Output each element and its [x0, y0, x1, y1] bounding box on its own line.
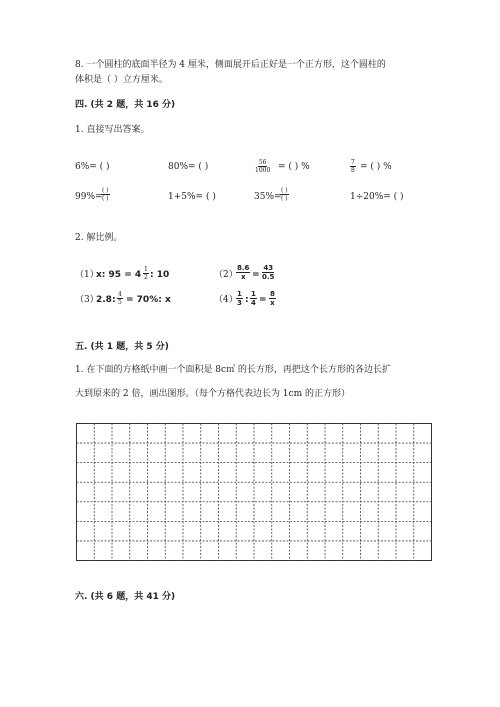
fraction-7-8 [350, 159, 356, 174]
equals-sign: = [259, 295, 267, 305]
fraction-8-6-x [236, 264, 250, 281]
fraction-43-0-5 [262, 264, 274, 281]
ratio-colon: : [245, 295, 249, 305]
fraction-denominator: 5 [118, 299, 122, 306]
q8-line1: 8. 一个圆柱的底面半径为 4 厘米，侧面展开后正好是一个正方形，这个圆柱的 [75, 60, 386, 70]
section5-q1-line1: 1. 在下面的方格纸中画一个面积是 8c㎡ 的长方形，再把这个长方形的各边长扩 [75, 365, 391, 375]
equation-3-right: = 70%: x [126, 295, 171, 305]
fraction-denominator: 2 [144, 274, 148, 281]
fraction-numerator: 8 [270, 290, 275, 298]
calc-99-percent: 99%= [75, 192, 103, 202]
fraction-denominator: 0.5 [262, 273, 275, 281]
section4-q2-title: 2. 解比例。 [75, 233, 123, 243]
fraction-denominator: 8 [351, 167, 355, 174]
fraction-denominator: x [270, 299, 275, 307]
section4-q1-title: 1. 直接写出答案。 [75, 125, 150, 135]
fraction-numerator: ( ) [281, 187, 288, 194]
fraction-numerator: 8.6 [237, 264, 250, 272]
fraction-1-3 [236, 290, 243, 307]
equation-2-label: （2） [214, 270, 238, 280]
section5-q1-line2: 大到原来的 2 倍，画出图形。（每个方格代表边长为 1cm 的正方形） [75, 389, 350, 399]
section6-heading: 六. (共 6 题，共 41 分) [75, 592, 176, 602]
section5-heading: 五. (共 1 题，共 5 分) [75, 342, 169, 352]
fraction-numerator: 56 [258, 159, 267, 166]
fraction-denominator: 3 [237, 299, 242, 307]
q8-line2: 体积是（ ）立方厘米。 [75, 75, 168, 85]
equals-sign: = [252, 270, 260, 280]
fraction-numerator: 7 [351, 159, 355, 166]
blank-fraction [280, 187, 289, 202]
fraction-1-4 [250, 290, 257, 307]
square-grid-paper[interactable] [76, 423, 432, 561]
fraction-numerator: 1 [144, 266, 148, 273]
calc-6-percent: 6%= ( ) [75, 162, 110, 172]
fraction-8-x [269, 290, 276, 307]
fraction-numerator: 1 [251, 290, 256, 298]
fraction-denominator: 4 [251, 299, 256, 307]
calc-1-div-20-percent: 1÷20%= ( ) [350, 192, 404, 202]
equation-1-right: : 10 [150, 270, 170, 280]
fraction-numerator: 43 [263, 264, 274, 272]
calc-80-percent: 80%= ( ) [168, 162, 209, 172]
blank-fraction [101, 187, 110, 202]
equation-4-label: （4） [214, 295, 238, 305]
fraction-denominator: ( ) [281, 195, 288, 202]
fraction-4-5 [117, 291, 123, 306]
equation-1-left: x: 95 = 4 [96, 270, 142, 280]
fraction-1-2 [143, 266, 149, 281]
fraction-numerator: 1 [237, 290, 242, 298]
calc-1-plus-5-percent: 1+5%= ( ) [168, 192, 216, 202]
fraction-56-1000 [255, 159, 270, 174]
section4-heading: 四. (共 2 题，共 16 分) [75, 100, 176, 110]
calc-56-1000-answer: = ( ) % [278, 162, 310, 172]
equation-1-label: （1） [75, 270, 99, 280]
fraction-denominator: ( ) [102, 195, 109, 202]
equation-3-label: （3） [75, 295, 99, 305]
fraction-numerator: 4 [118, 291, 122, 298]
fraction-denominator: 1000 [255, 167, 271, 174]
calc-7-8-answer: = ( ) % [360, 162, 392, 172]
fraction-numerator: ( ) [102, 187, 109, 194]
equation-3-left: 2.8: [96, 295, 116, 305]
calc-35-percent: 35%= [254, 192, 282, 202]
fraction-denominator: x [240, 273, 246, 281]
